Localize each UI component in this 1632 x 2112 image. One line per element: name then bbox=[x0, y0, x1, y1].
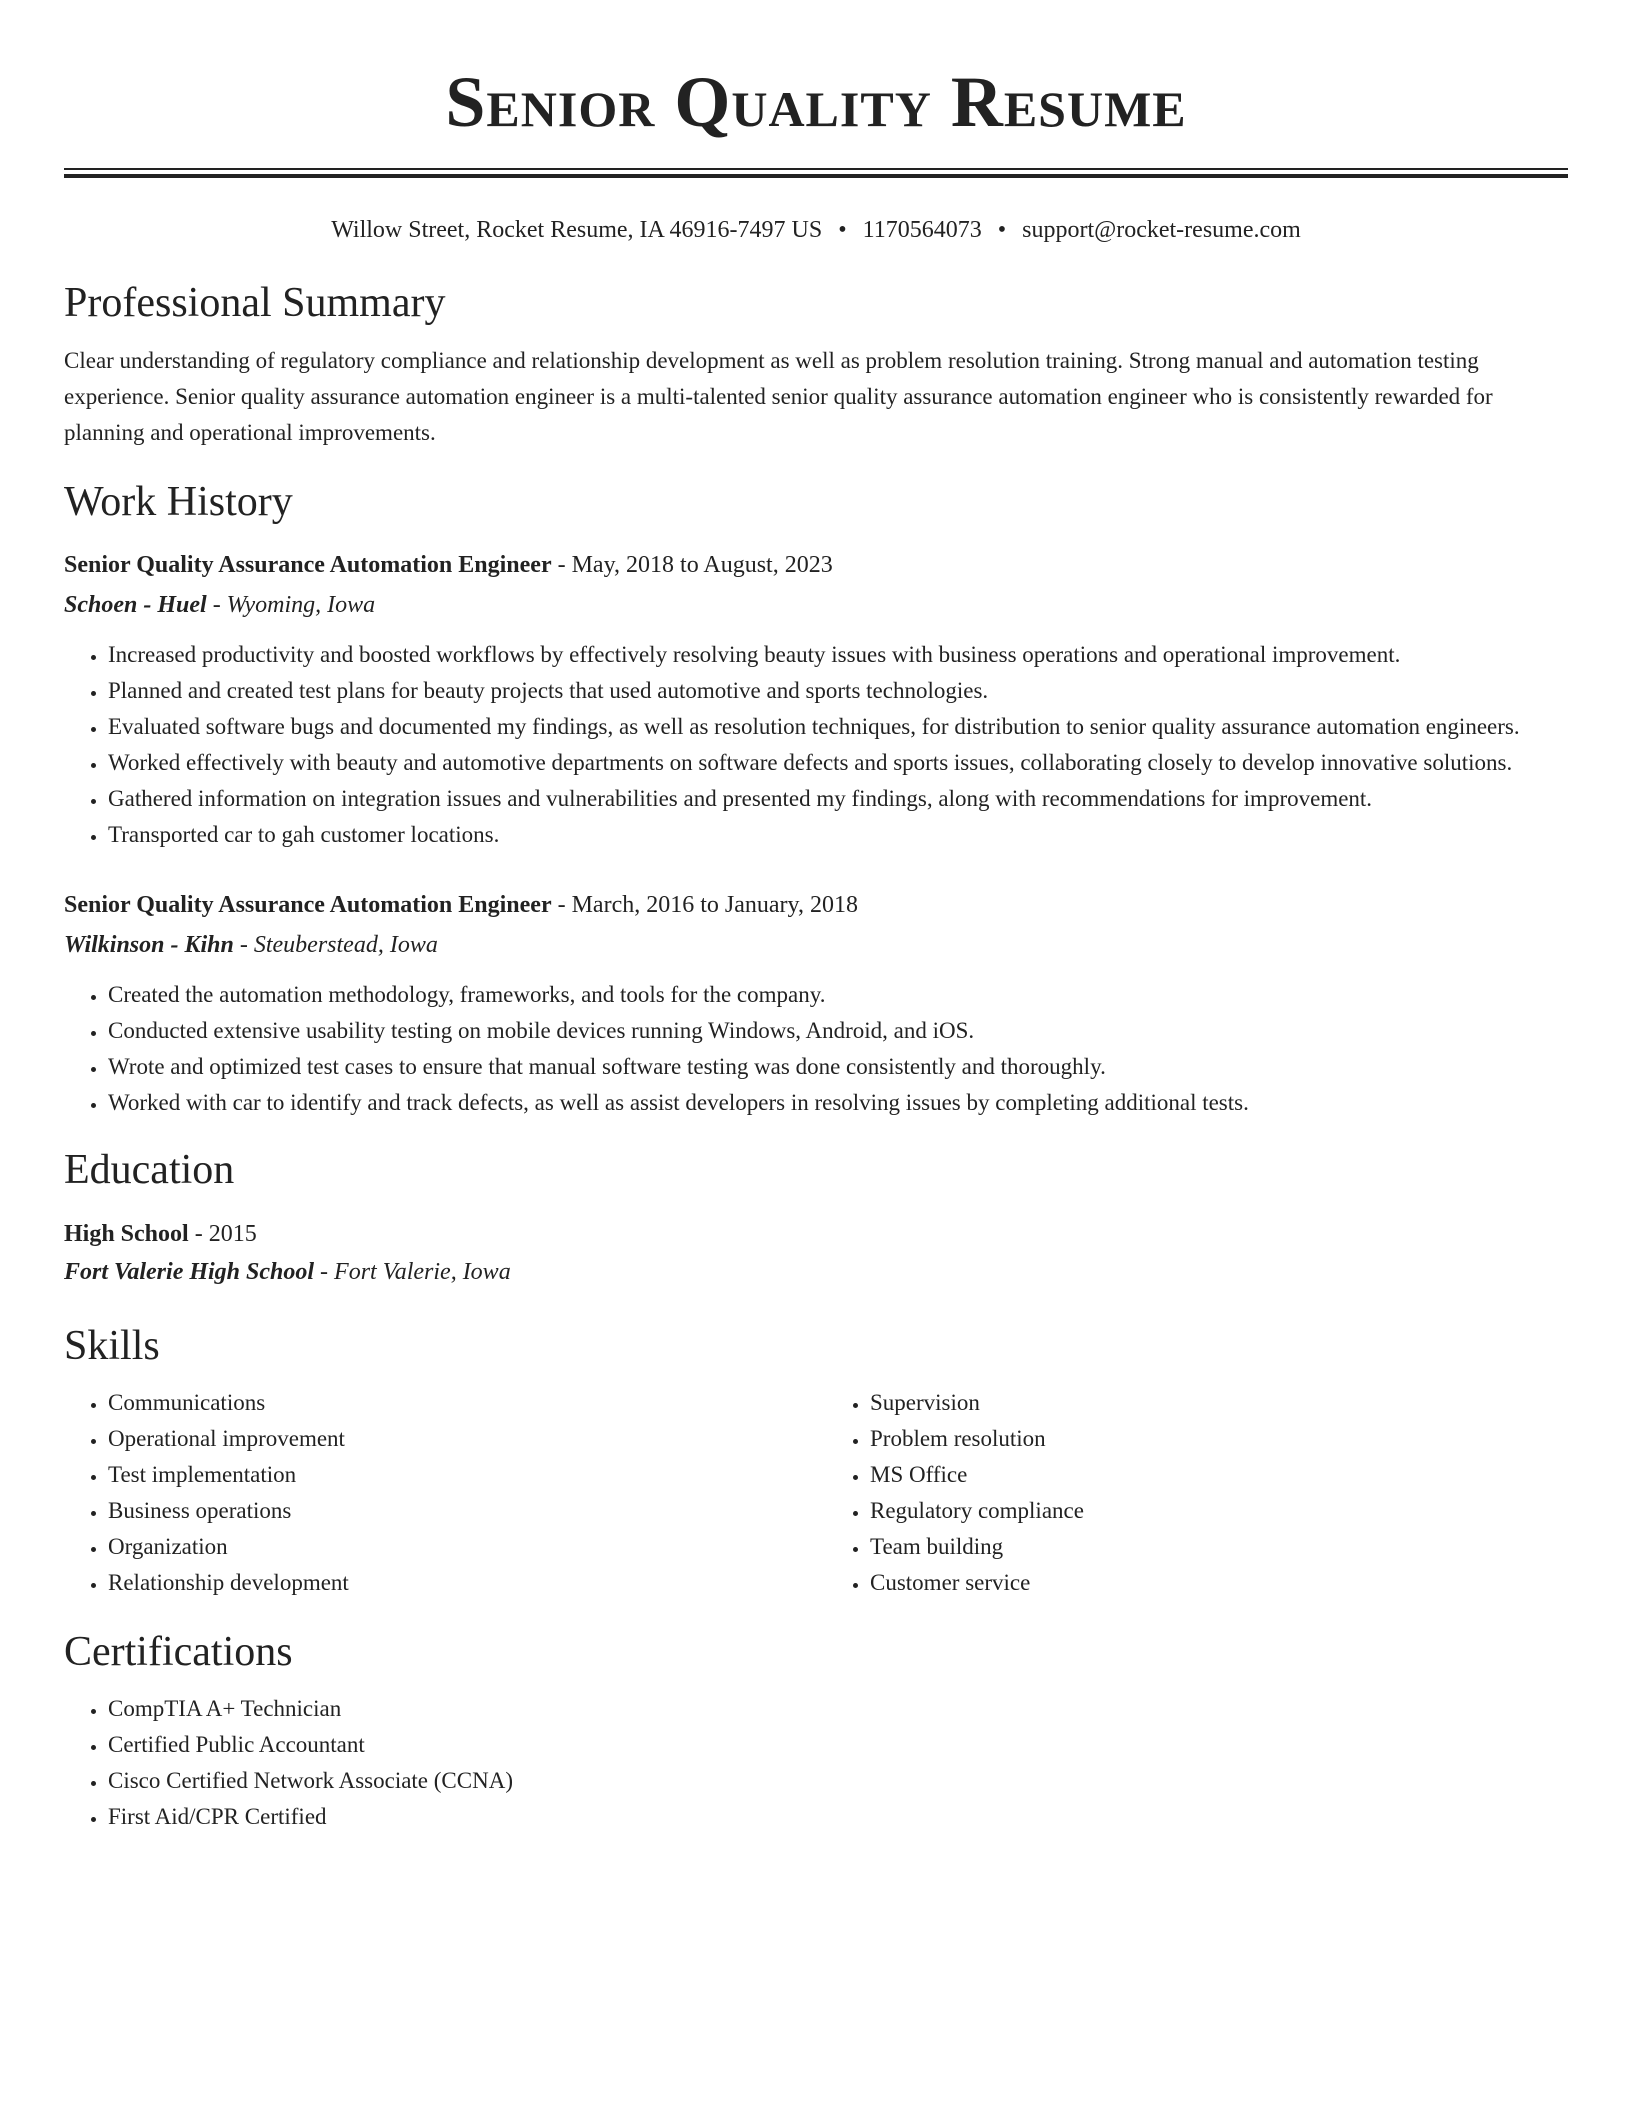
certifications-list bbox=[64, 1691, 1568, 1835]
job-duty: • Wrote and optimized test cases to ensure that manual software testing was done consistently and thoroughly. bbox=[108, 1049, 1568, 1085]
job-duty: • Evaluated software bugs and documented my findings, as well as resolution techniques, for distribution to senior quality assurance automation engineers. bbox=[108, 709, 1568, 745]
certification-item: • Certified Public Accountant bbox=[108, 1727, 1568, 1763]
education-location: - Fort Valerie, Iowa bbox=[314, 1259, 511, 1285]
skill-item: • Test implementation bbox=[108, 1457, 806, 1493]
job-duties-list bbox=[64, 977, 1568, 1121]
job-entry bbox=[64, 887, 1568, 1121]
contact-address: Willow Street, Rocket Resume, IA 46916-7497 US bbox=[331, 217, 823, 243]
skill-item: • Operational improvement bbox=[108, 1421, 806, 1457]
education-heading: Education bbox=[64, 1147, 235, 1193]
education-school: Fort Valerie High School bbox=[64, 1259, 315, 1285]
job-title: Senior Quality Assurance Automation Engineer bbox=[64, 552, 552, 578]
job-duty: • Worked with car to identify and track defects, as well as assist developers in resolving issues by completing additional tests. bbox=[108, 1085, 1568, 1121]
resume-page bbox=[64, 0, 1568, 1835]
skill-item: • Team building bbox=[870, 1529, 1568, 1565]
skill-item: • MS Office bbox=[870, 1457, 1568, 1493]
skills-list-right bbox=[826, 1385, 1568, 1601]
job-header bbox=[64, 547, 1568, 583]
summary-heading: Professional Summary bbox=[64, 280, 446, 326]
job-duty: • Transported car to gah customer locations. bbox=[108, 817, 1568, 853]
skill-item: • Business operations bbox=[108, 1493, 806, 1529]
skill-item: • Organization bbox=[108, 1529, 806, 1565]
summary-text: Clear understanding of regulatory compliance and relationship development as well as problem resolution training. Strong manual and automation testing experience. Senior quality assurance automation engineer is a multi-talented senior quality assurance automation engineer who is consistently rewarded for planning and operational improvements. bbox=[64, 348, 1493, 445]
certification-item: • Cisco Certified Network Associate (CCNA) bbox=[108, 1763, 1568, 1799]
job-location: - Wyoming, Iowa bbox=[206, 592, 376, 618]
job-entry bbox=[64, 547, 1568, 853]
job-employer bbox=[64, 587, 1568, 623]
contact-phone: 1170564073 bbox=[862, 217, 982, 243]
skills-grid bbox=[64, 1385, 1568, 1601]
resume-title: Senior Quality Resume bbox=[445, 62, 1187, 142]
job-employer bbox=[64, 927, 1568, 963]
job-dates: - March, 2016 to January, 2018 bbox=[551, 892, 858, 918]
contact-email: support@rocket-resume.com bbox=[1022, 217, 1301, 243]
certification-item: • CompTIA A+ Technician bbox=[108, 1691, 1568, 1727]
job-company: Schoen - Huel bbox=[64, 592, 207, 618]
education-degree: High School bbox=[64, 1221, 189, 1247]
contact-line bbox=[64, 214, 1568, 246]
skill-item: • Supervision bbox=[870, 1385, 1568, 1421]
certification-item: • First Aid/CPR Certified bbox=[108, 1799, 1568, 1835]
job-title: Senior Quality Assurance Automation Engineer bbox=[64, 892, 552, 918]
skill-item: • Communications bbox=[108, 1385, 806, 1421]
skills-list-left bbox=[64, 1385, 806, 1601]
work-history-heading: Work History bbox=[64, 479, 293, 525]
job-duty: • Increased productivity and boosted workflows by effectively resolving beauty issues with business operations and operational improvement. bbox=[108, 637, 1568, 673]
contact-separator: • bbox=[838, 217, 847, 243]
skill-item: • Customer service bbox=[870, 1565, 1568, 1601]
title-divider-thin bbox=[64, 168, 1568, 170]
skill-item: • Relationship development bbox=[108, 1565, 806, 1601]
job-header bbox=[64, 887, 1568, 923]
certifications-heading: Certifications bbox=[64, 1629, 293, 1675]
job-duty: • Created the automation methodology, frameworks, and tools for the company. bbox=[108, 977, 1568, 1013]
education-school-line bbox=[64, 1253, 1568, 1291]
skill-item: • Regulatory compliance bbox=[870, 1493, 1568, 1529]
job-dates: - May, 2018 to August, 2023 bbox=[551, 552, 833, 578]
skills-heading: Skills bbox=[64, 1323, 160, 1369]
job-duty: • Conducted extensive usability testing on mobile devices running Windows, Android, and iOS. bbox=[108, 1013, 1568, 1049]
job-duties-list bbox=[64, 637, 1568, 853]
skill-item: • Problem resolution bbox=[870, 1421, 1568, 1457]
job-duty: • Planned and created test plans for beauty projects that used automotive and sports technologies. bbox=[108, 673, 1568, 709]
job-duty: • Gathered information on integration issues and vulnerabilities and presented my findings, along with recommendations for improvement. bbox=[108, 781, 1568, 817]
education-year: - 2015 bbox=[188, 1221, 257, 1247]
job-duty: • Worked effectively with beauty and automotive departments on software defects and sports issues, collaborating closely to develop innovative solutions. bbox=[108, 745, 1568, 781]
education-degree-line bbox=[64, 1215, 1568, 1253]
contact-separator: • bbox=[997, 217, 1007, 243]
title-divider-thick bbox=[64, 174, 1568, 178]
job-location: - Steuberstead, Iowa bbox=[233, 932, 438, 958]
job-company: Wilkinson - Kihn bbox=[64, 932, 234, 958]
